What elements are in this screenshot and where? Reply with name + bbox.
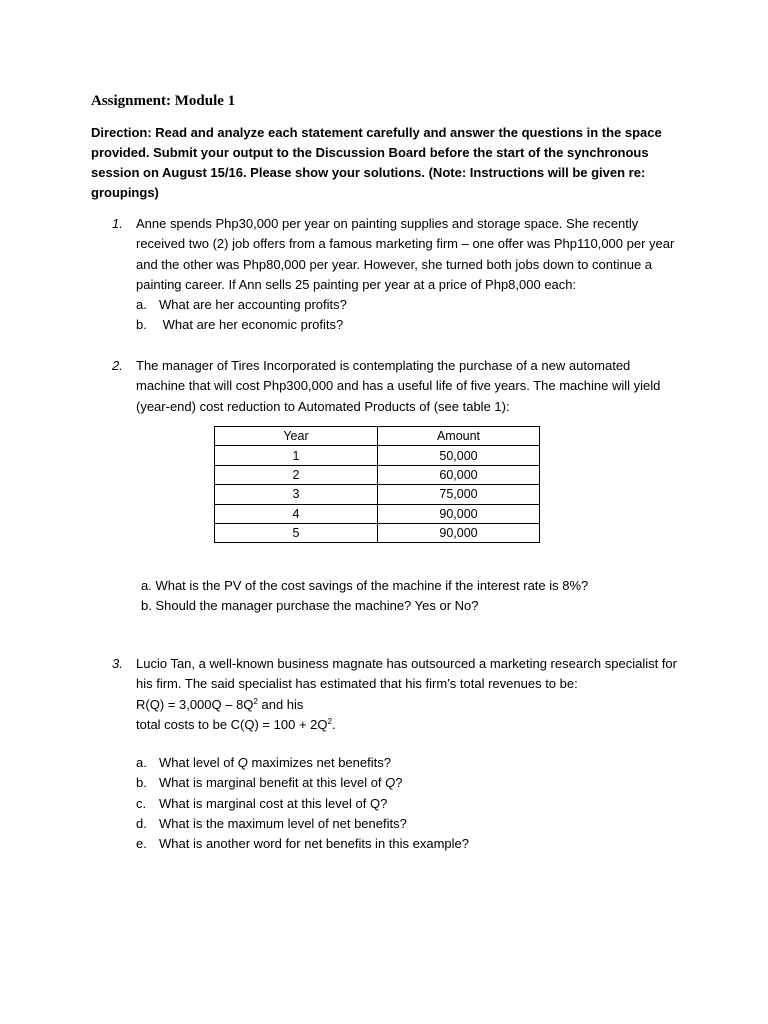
question-1: [112, 214, 682, 336]
table-cell-amount: 90,000: [378, 523, 540, 542]
sub-question-text: What is another word for net benefits in this example?: [159, 836, 469, 852]
question-3-subquestions: [136, 753, 682, 854]
text-part: ?: [395, 775, 403, 791]
sub-question-letter: a.: [136, 755, 147, 771]
assignment-title: Assignment: Module 1: [91, 93, 236, 109]
sub-question-letter: b.: [136, 775, 147, 791]
sub-question-text: What is the maximum level of net benefits?: [159, 816, 407, 832]
sub-question: [136, 753, 682, 773]
cost-equation: [136, 715, 682, 735]
equation-text: R(Q) = 3,000Q – 8Q: [136, 696, 254, 712]
table-cell-year: 2: [215, 465, 378, 484]
table-cell-year: 5: [215, 523, 378, 542]
table-row: [215, 523, 540, 542]
equation-text: .: [331, 716, 336, 732]
table-cell-amount: 50,000: [378, 446, 540, 465]
cost-reduction-table: [214, 426, 540, 543]
column-header-year: Year: [215, 427, 378, 446]
table-header-row: [215, 427, 540, 446]
table-cell-year: 3: [215, 485, 378, 504]
column-header-amount: Amount: [378, 427, 540, 446]
question-text: Anne spends Php30,000 per year on painting supplies and storage space. She recently received two (2) job offers from a famous marketing firm – one offer was Php110,000 per year and the other was Php80,000 per year. However, she turned both jobs down to continue a painting career. If Ann sells 25 painting per year at a price of Php8,000 each:: [136, 216, 675, 292]
sub-question-text: What is marginal cost at this level of Q?: [159, 795, 388, 811]
exponent: 2: [327, 716, 332, 726]
question-3: [112, 654, 682, 855]
table-row: [215, 504, 540, 523]
question-number: 2.: [112, 358, 123, 373]
question-number: 1.: [112, 216, 123, 231]
text-part: maximizes net benefits?: [247, 755, 391, 771]
exponent: 2: [253, 696, 258, 706]
table-cell-year: 4: [215, 504, 378, 523]
table-cell-amount: 75,000: [378, 485, 540, 504]
question-number: 3.: [112, 656, 123, 671]
table-cell-amount: 90,000: [378, 504, 540, 523]
equation-text: total costs to be C(Q) = 100 + 2Q: [136, 716, 328, 732]
sub-question-letter: c.: [136, 795, 147, 811]
sub-question-letter: b.: [136, 317, 147, 333]
sub-question: [136, 834, 682, 854]
sub-question-letter: e.: [136, 836, 147, 852]
table-row: [215, 485, 540, 504]
sub-question: [136, 315, 682, 335]
direction-paragraph: Direction: Read and analyze each statement carefully and answer the questions in the space provided. Submit your output to the Discussion Board before the start of the synchronous session on August 15/16. Please show your solutions. (Note: Instructions will be given re: groupings): [91, 125, 662, 200]
table-row: [215, 465, 540, 484]
table-cell-amount: 60,000: [378, 465, 540, 484]
table-row: [215, 446, 540, 465]
sub-question-text: What are her accounting profits?: [159, 297, 347, 313]
question-text: Lucio Tan, a well-known business magnate has outsourced a marketing research specialist for his firm. The said specialist has estimated that his firm’s total revenues to be:: [136, 656, 677, 692]
sub-question: [136, 295, 682, 315]
question-2-subquestions: [141, 576, 588, 617]
sub-question: [136, 773, 682, 793]
sub-question-text: What are her economic profits?: [159, 317, 344, 333]
variable: Q: [385, 775, 396, 791]
variable: Q: [237, 755, 248, 771]
question-2: [112, 356, 682, 417]
sub-question-text: a. What is the PV of the cost savings of the machine if the interest rate is 8%?: [141, 578, 589, 593]
text-part: What level of: [159, 755, 238, 771]
question-text: The manager of Tires Incorporated is contemplating the purchase of a new automated machine that will cost Php300,000 and has a useful life of five years. The machine will yield (year-end) cost reduction to Automated Products of (see table 1):: [136, 358, 661, 414]
table-cell-year: 1: [215, 446, 378, 465]
sub-question-text: b. Should the manager purchase the machine? Yes or No?: [141, 598, 479, 614]
equation-text: and his: [257, 696, 304, 712]
sub-question: [136, 814, 682, 834]
sub-question-letter: d.: [136, 816, 147, 832]
sub-question: [136, 794, 682, 814]
revenue-equation: [136, 695, 682, 715]
sub-question-text: [159, 773, 403, 793]
sub-question-text: [159, 753, 391, 773]
sub-question-letter: a.: [136, 297, 147, 313]
text-part: What is marginal benefit at this level of: [159, 775, 386, 791]
